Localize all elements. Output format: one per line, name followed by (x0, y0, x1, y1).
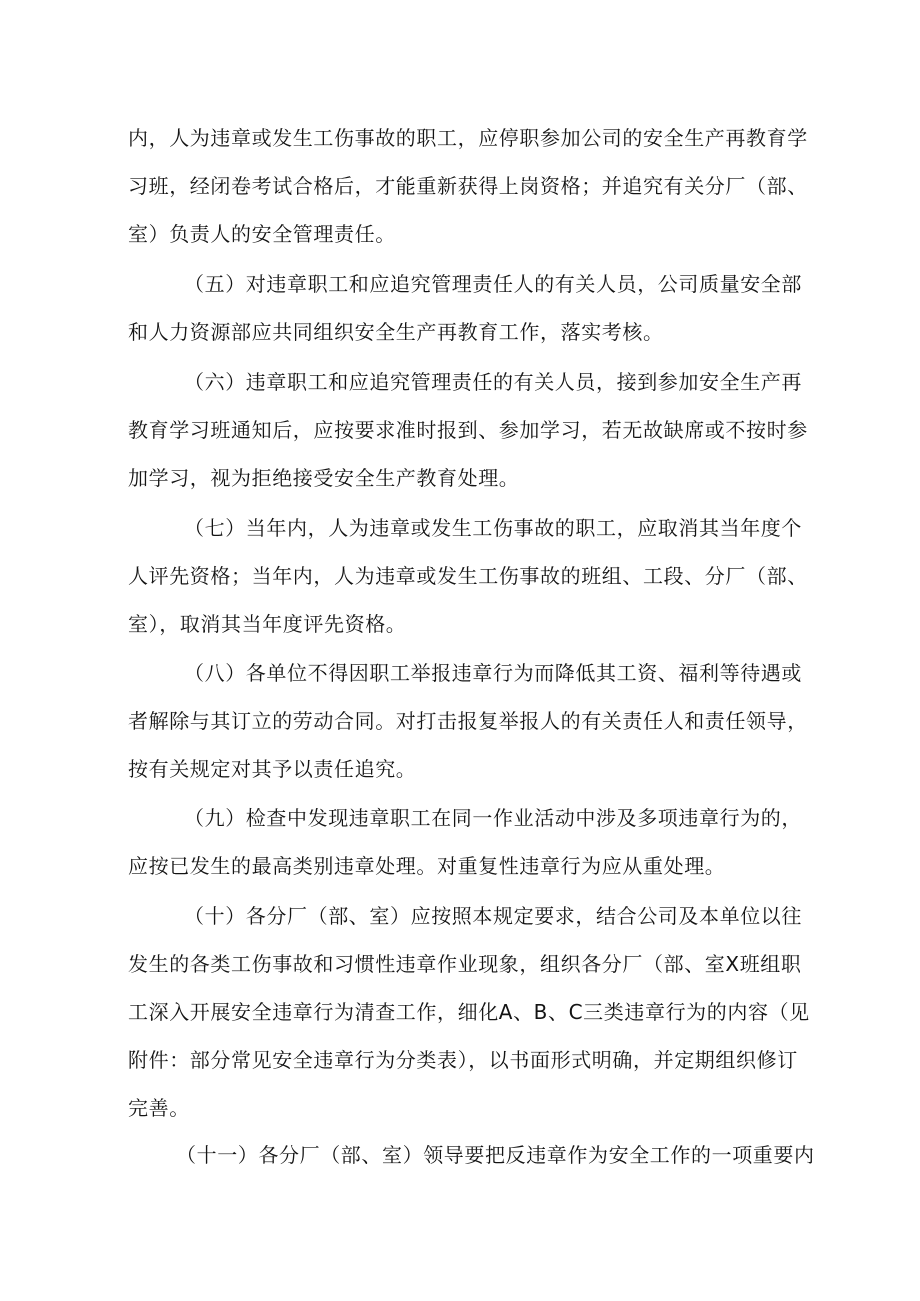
text-line: 加学习，视为拒绝接受安全生产教育处理。 (128, 466, 520, 490)
text-line: 人评先资格；当年内，人为违章或发生工伤事故的班组、工段、分厂（部、 (128, 564, 808, 588)
text-line: （五）对违章职工和应追究管理责任人的有关人员，公司质量安全部 (184, 272, 802, 296)
text-line: 附件：部分常见安全违章行为分类表），以书面形式明确，并定期组织修订 (128, 1048, 798, 1072)
text-line: 室）负责人的安全管理责任。 (128, 222, 396, 246)
text-line: （十）各分厂（部、室）应按照本规定要求，结合公司及本单位以往 (184, 904, 802, 928)
text-line: 按有关规定对其予以责任追究。 (128, 757, 417, 781)
text-line: 和人力资源部应共同组织安全生产再教育工作，落实考核。 (128, 320, 664, 344)
text-line: （六）违章职工和应追究管理责任的有关人员，接到参加安全生产再 (184, 370, 802, 394)
text-line: （八）各单位不得因职工举报违章行为而降低其工资、福利等待遇或 (184, 661, 802, 685)
text-line: 室），取消其当年度评先资格。 (128, 612, 407, 636)
text-line: （十一）各分厂（部、室）领导要把反违章作为安全工作的一项重要内 (176, 1143, 815, 1167)
text-line: 应按已发生的最高类别违章处理。对重复性违章行为应从重处理。 (128, 854, 726, 878)
text-line: （七）当年内，人为违章或发生工伤事故的职工，应取消其当年度个 (184, 516, 802, 540)
text-line: 者解除与其订立的劳动合同。对打击报复举报人的有关责任人和责任领导， (128, 709, 808, 733)
text-line: （九）检查中发现违章职工在同一作业活动中涉及多项违章行为的， (184, 806, 802, 830)
text-line: 内，人为违章或发生工伤事故的职工，应停职参加公司的安全生产再教育学 (128, 126, 808, 150)
text-line: 教育学习班通知后，应按要求准时报到、参加学习，若无故缺席或不按时参 (128, 418, 808, 442)
text-line: 习班，经闭卷考试合格后，才能重新获得上岗资格；并追究有关分厂（部、 (128, 174, 808, 198)
text-line: 完善。 (128, 1096, 190, 1120)
text-line: 工深入开展安全违章行为清查工作，细化A、B、C三类违章行为的内容（见 (128, 1000, 810, 1024)
text-line: 发生的各类工伤事故和习惯性违章作业现象，组织各分厂（部、室X班组职 (128, 952, 802, 976)
